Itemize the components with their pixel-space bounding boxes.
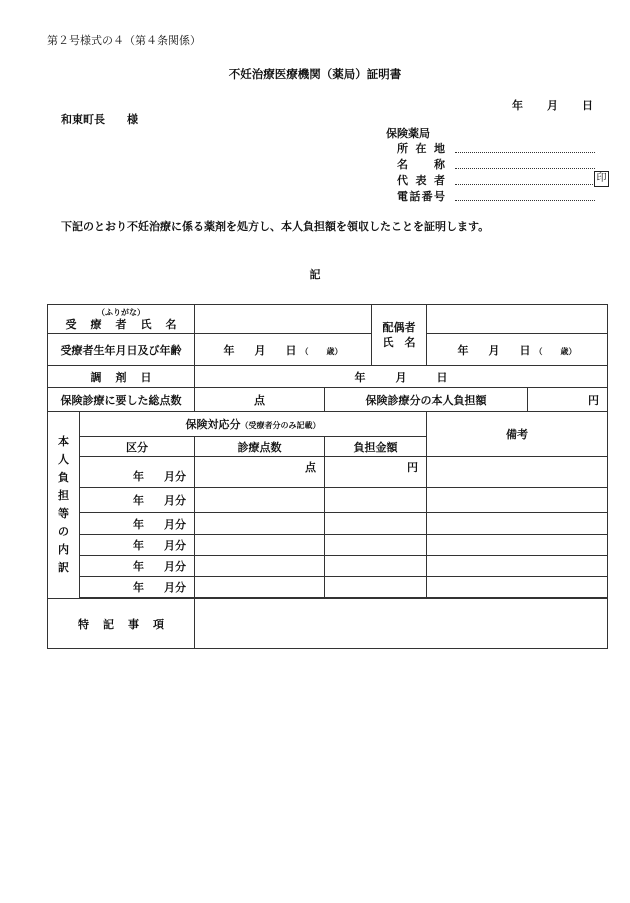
issuer-name-field[interactable] xyxy=(455,168,595,169)
document-title: 不妊治療医療機関（薬局）証明書 xyxy=(228,67,402,81)
furigana-text: （ふりがな） xyxy=(97,308,145,317)
seal-mark: 印 xyxy=(594,171,609,187)
patient-name-text: 受 療 者 氏 名 xyxy=(65,318,177,331)
issue-year-label: 年 xyxy=(512,99,523,112)
spouse-name-input[interactable] xyxy=(427,305,608,334)
breakdown-row xyxy=(48,488,608,513)
row-amount-input[interactable]: 円 xyxy=(325,457,427,488)
row-period: 年 月分 xyxy=(80,488,195,513)
birth-label: 受療者生年月日及び年齢 xyxy=(48,334,195,366)
breakdown-row xyxy=(48,535,608,556)
breakdown-row xyxy=(48,457,608,488)
row-period: 年 月分 xyxy=(80,457,195,488)
issuer-address-label: 所在地 xyxy=(397,142,445,155)
breakdown-row xyxy=(48,513,608,535)
row-period: 年 月分 xyxy=(80,535,195,556)
certification-statement: 下記のとおり不妊治療に係る薬剤を処方し、本人負担額を領収したことを証明します。 xyxy=(61,220,490,233)
issuer-name-label: 名称 xyxy=(397,158,445,171)
issuer-representative-label: 代表者 xyxy=(397,174,445,187)
issuer-heading: 保険薬局 xyxy=(386,127,430,140)
patient-name-input[interactable] xyxy=(195,305,372,334)
row-points-input[interactable] xyxy=(195,535,325,556)
issuer-address-field[interactable] xyxy=(455,152,595,153)
kubun-header: 区分 xyxy=(80,437,195,457)
row-amount-input[interactable] xyxy=(325,535,427,556)
row-points-input[interactable] xyxy=(195,556,325,577)
patient-name-cell xyxy=(48,305,195,334)
breakdown-label: 本 人 負 担 等 の 内 訳 xyxy=(48,412,80,599)
spouse-label-line2: 氏 名 xyxy=(382,336,416,349)
issuer-phone-field[interactable] xyxy=(455,200,595,201)
total-points-input[interactable]: 点 xyxy=(195,388,325,412)
row-remarks-input[interactable] xyxy=(427,488,608,513)
issuer-phone-label: 電話番号 xyxy=(397,190,445,203)
spouse-label-line1: 配偶者 xyxy=(382,321,416,334)
patient-birth-input[interactable]: 年 月 日 （ 歳） xyxy=(195,334,372,366)
special-notes-label: 特 記 事 項 xyxy=(48,599,195,649)
issuer-representative-field[interactable] xyxy=(455,184,595,185)
special-notes-input[interactable] xyxy=(195,599,608,649)
spouse-label-cell xyxy=(372,305,427,366)
points-header: 診療点数 xyxy=(195,437,325,457)
row-points-input[interactable] xyxy=(195,488,325,513)
amount-header: 負担金額 xyxy=(325,437,427,457)
addressee-suffix: 様 xyxy=(127,113,138,126)
issue-day-label: 日 xyxy=(582,99,593,112)
addressee xyxy=(61,111,138,127)
row-remarks-input[interactable] xyxy=(427,577,608,598)
remarks-header: 備考 xyxy=(427,412,608,457)
self-pay-label: 保険診療分の本人負担額 xyxy=(325,388,528,412)
row-period: 年 月分 xyxy=(80,513,195,535)
row-amount-input[interactable] xyxy=(325,488,427,513)
row-period: 年 月分 xyxy=(80,556,195,577)
row-points-input[interactable] xyxy=(195,577,325,598)
row-remarks-input[interactable] xyxy=(427,556,608,577)
self-pay-input[interactable]: 円 xyxy=(528,388,608,412)
form-number: 第２号様式の４（第４条関係） xyxy=(47,34,201,47)
insured-header-note: （受療者分のみ記載） xyxy=(240,421,321,430)
breakdown-row xyxy=(48,577,608,598)
row-remarks-input[interactable] xyxy=(427,457,608,488)
issue-month-label: 月 xyxy=(547,99,558,112)
certificate-grid xyxy=(47,304,608,649)
row-points-input[interactable]: 点 xyxy=(195,457,325,488)
issue-date xyxy=(512,97,593,113)
dispense-date-input[interactable]: 年 月 日 xyxy=(195,366,608,388)
insured-header: 保険対応分（受療者分のみ記載） xyxy=(80,412,427,437)
row-amount-input[interactable] xyxy=(325,556,427,577)
total-points-label: 保険診療に要した総点数 xyxy=(48,388,195,412)
spouse-birth-input[interactable]: 年 月 日 （ 歳） xyxy=(427,334,608,366)
addressee-name: 和東町長 xyxy=(61,113,105,126)
row-points-input[interactable] xyxy=(195,513,325,535)
dispense-date-label: 調 剤 日 xyxy=(48,366,195,388)
row-amount-input[interactable] xyxy=(325,577,427,598)
breakdown-row xyxy=(48,556,608,577)
row-amount-input[interactable] xyxy=(325,513,427,535)
row-period: 年 月分 xyxy=(80,577,195,598)
row-remarks-input[interactable] xyxy=(427,513,608,535)
row-remarks-input[interactable] xyxy=(427,535,608,556)
record-heading: 記 xyxy=(309,268,321,281)
